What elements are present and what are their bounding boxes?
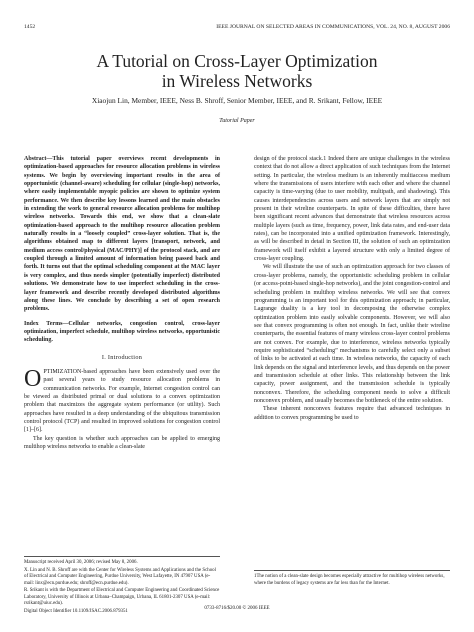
intro-paragraph-2: The key question is whether such approaches can be applied to emerging multihop wireless networks to enable a clean-slate <box>24 435 220 450</box>
paper-type: Tutorial Paper <box>219 118 255 124</box>
journal-name: IEEE JOURNAL ON SELECTED AREAS IN COMMUNICATIONS, VOL. 24, NO. 8, AUGUST 2006 <box>216 24 450 30</box>
index-terms: Index Terms—Cellular networks, congestion control, cross-layer optimization, imperfect schedule, multihop wireless networks, opportunistic scheduling. <box>24 320 220 344</box>
drop-cap: O <box>24 365 42 392</box>
authors: Xiaojun Lin, Member, IEEE, Ness B. Shroff, Senior Member, IEEE, and R. Srikant, Fellow, IEEE <box>91 96 383 105</box>
footnote-lin-shroff: X. Lin and N. B. Shroff are with the Center for Wireless Systems and Applications and the School of Electrical and Computer Engineering, Purdue University, West Lafayette, IN 47907 USA (e-mail: linx@ecn.purdue.edu; shroff@ecn.purdue.edu). <box>24 567 216 586</box>
right-footnote: 1The notion of a clean-slate design becomes especially attractive for multihop wireless networks, where the burdens of legacy systems are far less than for the Internet. <box>254 570 450 587</box>
copyright-line: 0733-8716/$20.00 © 2006 IEEE <box>204 606 270 611</box>
abstract: Abstract—This tutorial paper overviews recent developments in optimization-based approaches for resource allocation problems in wireless systems. We begin by overviewing important results in the area of opportunistic (channel-aware) scheduling for cellular (single-hop) networks, where easily implementable myopic policies are shown to optimize system performance. We then describe key lessons learned and the main obstacles in extending the work to general resource allocation problems for multihop wireless networks. Towards this end, we show that a clean-slate optimization-based approach to the multihop resource allocation problem naturally results in a “loosely coupled” cross-layer solution. That is, the algorithms obtained map to different layers [transport, network, and medium access control/physical (MAC/PHY)] of the protocol stack, and are coupled through a limited amount of information being passed back and forth. It turns out that the optimal scheduling component at the MAC layer is very complex, and thus needs simpler (potentially imperfect) distributed solutions. We demonstrate how to use imperfect scheduling in the cross-layer framework and describe recently developed distributed algorithms along these lines. We conclude by describing a set of open research problems. <box>24 156 220 313</box>
running-header <box>24 24 450 34</box>
right-paragraph-2: We will illustrate the use of such an optimization approach for two classes of cross-layer problems, namely, the opportunistic scheduling problem in cellular (or access-point-based single-hop networks), and the joint congestion-control and scheduling problem in multihop wireless networks. We will see that convex programming is an important tool for this optimization approach; in particular, Lagrange duality is a key tool in decomposing the otherwise complex optimization problem into easily solvable components. However, we will also see that convex programming is often not enough. In fact, unlike their wireline counterparts, the essential features of many wireless cross-layer control problems are not convex. For example, due to interference, wireless networks typically require sophisticated “scheduling” mechanisms to carefully select only a subset of links to be activated at each time. In wireless networks, the capacity of each link depends on the signal and interference levels, and thus depends on the power and transmission schedule at other links. This relationship between the link capacity, power assignment, and the transmission schedule is typically nonconvex. Therefore, the scheduling component needs to solve a difficult nonconvex problem, and usually becomes the bottleneck of the entire solution. <box>254 264 450 404</box>
title-line-1: A Tutorial on Cross-Layer Optimization <box>96 51 378 71</box>
footnote-manuscript: Manuscript received April 30, 2006; revised May 8, 2006. <box>24 560 138 565</box>
right-paragraph-3: These inherent nonconvex features require that advanced techniques in addition to convex programming be used to <box>254 406 450 421</box>
footnote-srikant: R. Srikant is with the Department of Electrical and Computer Engineering and Coordinated Science Laboratory, University of Illinois at Urbana–Champaign, Urbana, IL 61801-2307 USA (e-mail: rsrikant@uiuc.edu). <box>24 588 220 606</box>
left-column <box>24 155 220 451</box>
section-heading: I. Introduction <box>101 353 143 361</box>
paper-title <box>0 51 474 91</box>
right-paragraph-1: design of the protocol stack.1 Indeed there are unique challenges in the wireless context that do not allow a direct application of such techniques from the Internet setting. In particular, the wireless medium is an inherently multiaccess medium where the transmissions of users interfere with each other and where the channel capacity is time-varying (due to user mobility, multipath, and shadowing). This causes interdependencies across users and network layers that are simply not present in their wireline counterparts. In spite of these difficulties, there have been significant recent advances that demonstrate that wireless resources across multiple layers (such as time, frequency, power, link data rates, and end-user data rates), can be incorporated into a unified optimization framework. Interestingly, as will be described in detail in Section III, the solution of such an optimization framework will itself exhibit a layered structure with only a limited degree of cross-layer coupling. <box>254 156 450 263</box>
right-column <box>254 155 450 422</box>
footnote-doi: Digital Object Identifier 10.1109/JSAC.2006.879351 <box>24 608 128 614</box>
page-number: 1452 <box>24 24 36 30</box>
title-line-2: in Wireless Networks <box>161 71 313 91</box>
intro-paragraph-1: OPTIMIZATION-based approaches have been extensively used over the past several years to study resource allocation problems in communication networks. For example, Internet congestion control can be viewed as distributed primal or dual solutions to a convex optimization problem that maximizes the aggregate system performance (or utility). Such approaches have resulted in a deep understanding of the ubiquitous transmission control protocol (TCP) and resulted in improved solutions for congestion control [1]–[6]. <box>24 365 220 434</box>
